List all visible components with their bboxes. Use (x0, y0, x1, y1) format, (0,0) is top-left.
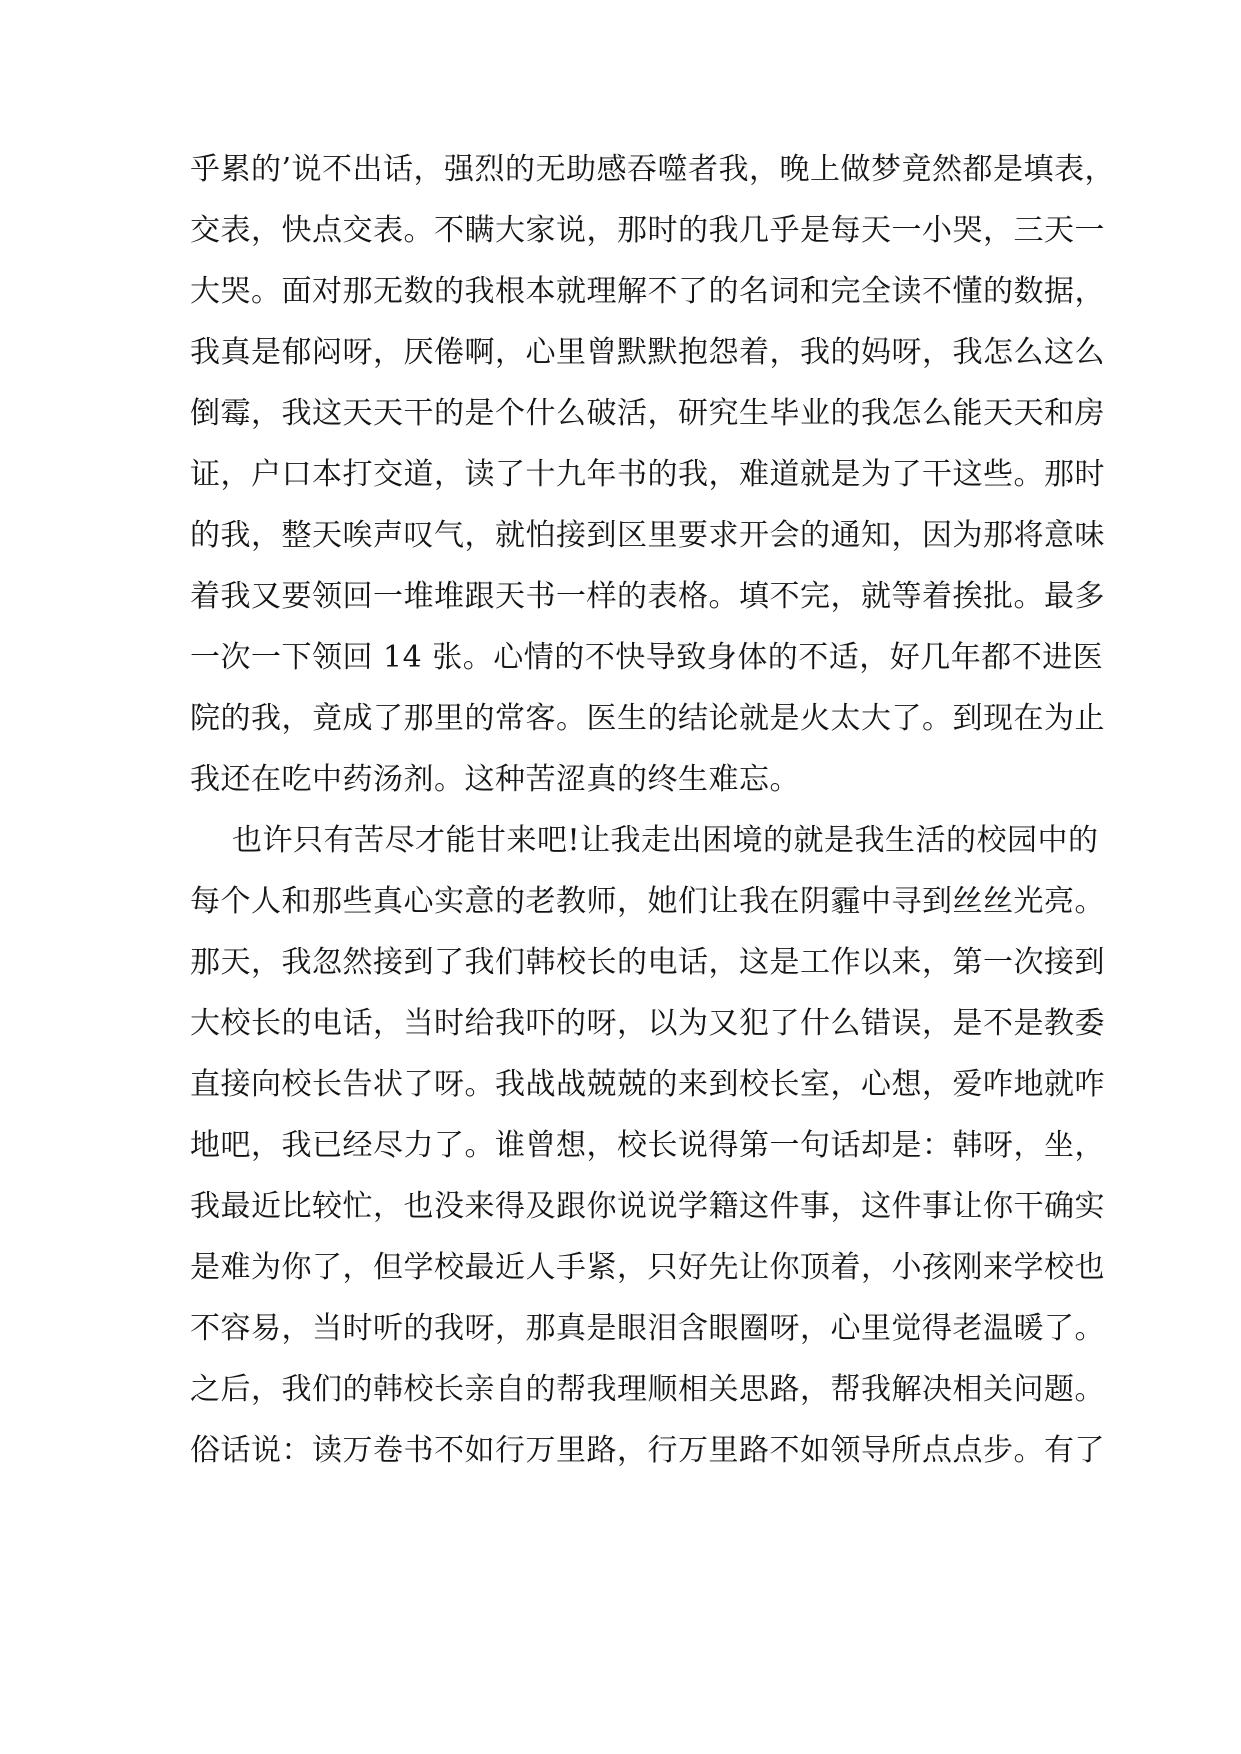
paragraph-1-line: 院的我，竟成了那里的常客。医生的结论就是火太大了。到现在为止 (190, 701, 1105, 736)
paragraph-2-line: 地吧，我已经尽力了。谁曾想，校长说得第一句话却是：韩呀，坐， (190, 1128, 1105, 1163)
paragraph-2-line: 也许只有苦尽才能甘来吧!让我走出困境的就是我生活的校园中的 (232, 823, 1099, 858)
paragraph-1-line: 着我又要领回一堆堆跟天书一样的表格。填不完，就等着挨批。最多 (190, 579, 1105, 614)
paragraph-2-line: 是难为你了，但学校最近人手紧，只好先让你顶着，小孩刚来学校也 (190, 1250, 1105, 1285)
paragraph-2-line: 大校长的电话，当时给我吓的呀，以为又犯了什么错误，是不是教委 (190, 1006, 1105, 1041)
paragraph-1-line: 的我，整天唉声叹气，就怕接到区里要求开会的通知，因为那将意味 (190, 518, 1105, 553)
paragraph-1-line: 证，户口本打交道，读了十九年书的我，难道就是为了干这些。那时 (190, 457, 1105, 492)
paragraph-2-line: 之后，我们的韩校长亲自的帮我理顺相关思路，帮我解决相关问题。 (190, 1372, 1105, 1407)
paragraph-2-line: 直接向校长告状了呀。我战战兢兢的来到校长室，心想，爱咋地就咋 (190, 1067, 1105, 1102)
paragraph-1-line: 我还在吃中药汤剂。这种苦涩真的终生难忘。 (190, 762, 800, 797)
paragraph-2-line: 不容易，当时听的我呀，那真是眼泪含眼圈呀，心里觉得老温暖了。 (190, 1311, 1105, 1346)
paragraph-2-line: 那天，我忽然接到了我们韩校长的电话，这是工作以来，第一次接到 (190, 945, 1105, 980)
paragraph-1-line: 一次一下领回 14 张。心情的不快导致身体的不适，好几年都不进医 (190, 640, 1104, 675)
paragraph-1-line: 乎累的’说不出话，强烈的无助感吞噬者我，晚上做梦竟然都是填表， (190, 152, 1116, 187)
paragraph-1-line: 我真是郁闷呀，厌倦啊，心里曾默默抱怨着，我的妈呀，我怎么这么 (190, 335, 1105, 370)
paragraph-2-line: 每个人和那些真心实意的老教师，她们让我在阴霾中寻到丝丝光亮。 (190, 884, 1105, 919)
paragraph-2-line: 我最近比较忙，也没来得及跟你说说学籍这件事，这件事让你干确实 (190, 1189, 1105, 1224)
paragraph-1-line: 大哭。面对那无数的我根本就理解不了的名词和完全读不懂的数据， (190, 274, 1105, 309)
paragraph-1-line: 倒霉，我这天天干的是个什么破活，研究生毕业的我怎么能天天和房 (190, 396, 1105, 431)
paragraph-2-line: 俗话说：读万卷书不如行万里路，行万里路不如领导所点点步。有了 (190, 1433, 1105, 1468)
paragraph-1-line: 交表，快点交表。不瞒大家说，那时的我几乎是每天一小哭，三天一 (190, 213, 1105, 248)
